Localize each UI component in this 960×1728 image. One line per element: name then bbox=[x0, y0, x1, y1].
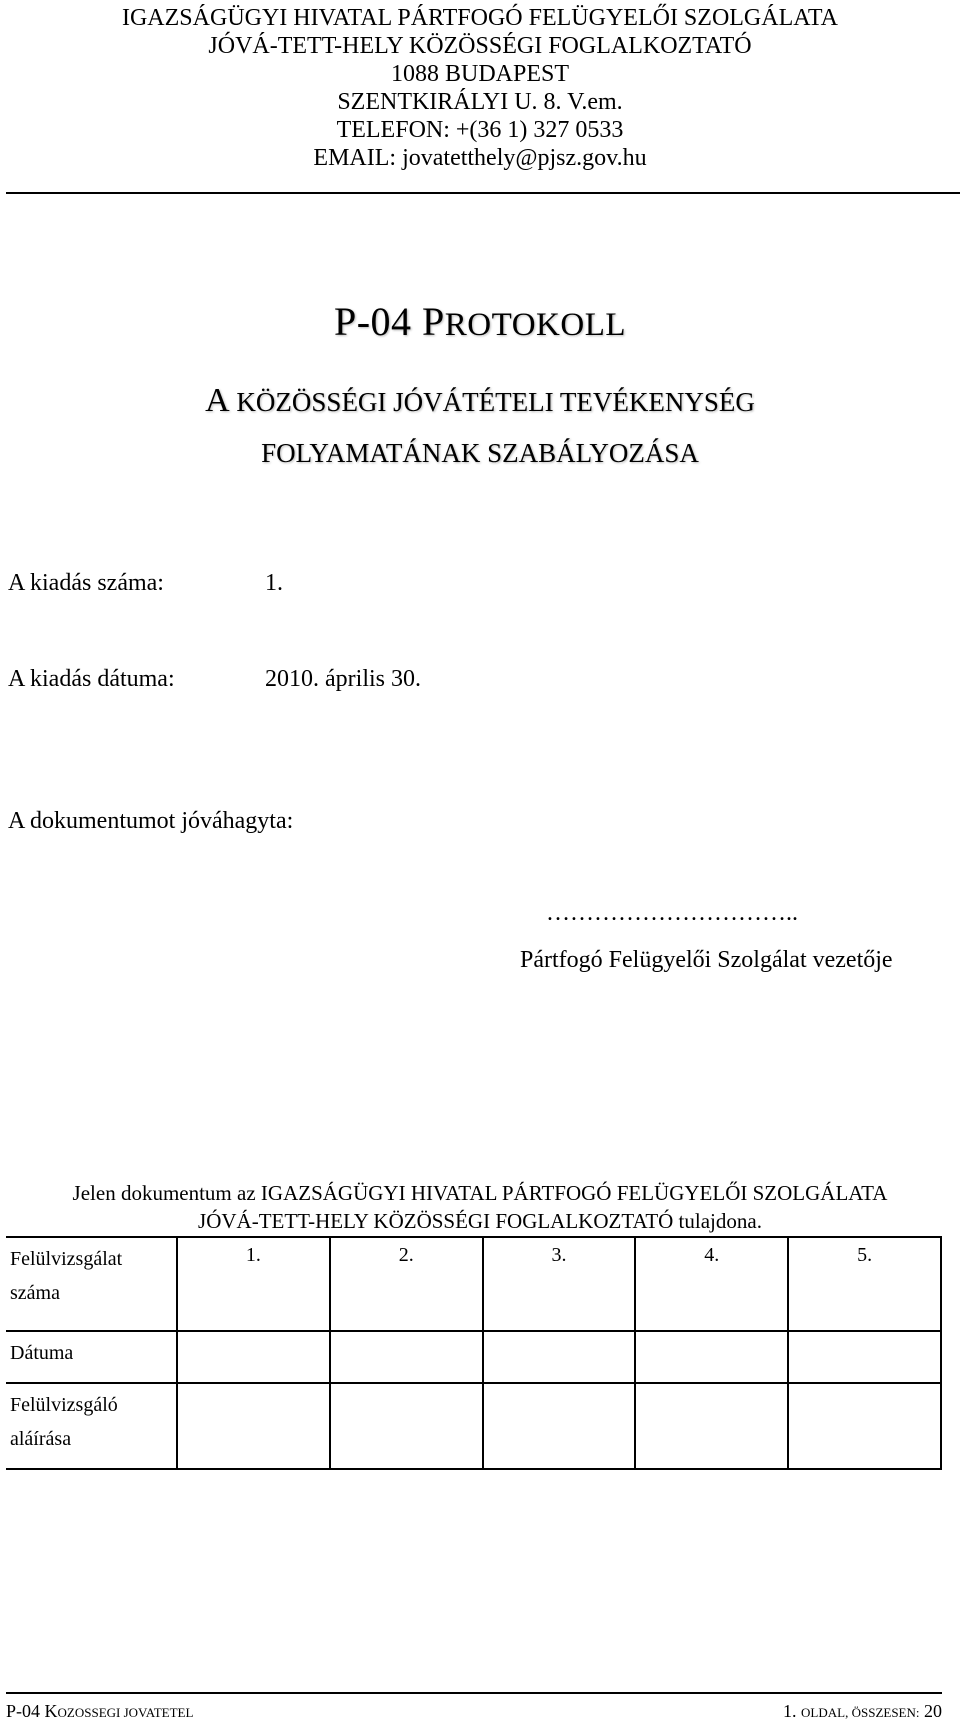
review-number-4: 4. bbox=[635, 1237, 788, 1331]
footer-page-count: 1. OLDAL, ÖSSZESEN: 20 bbox=[783, 1701, 942, 1721]
review-date-row bbox=[6, 1331, 941, 1383]
review-date-cell-3[interactable] bbox=[483, 1331, 636, 1383]
review-signature-label: Felülvizsgáló aláírása bbox=[6, 1383, 177, 1469]
issue-number-value: 1. bbox=[265, 570, 283, 596]
header-facility: JÓVÁ-TETT-HELY KÖZÖSSÉGI FOGLALKOZTATÓ bbox=[208, 33, 752, 59]
review-date-cell-5[interactable] bbox=[788, 1331, 941, 1383]
subtitle-line-1 bbox=[0, 384, 960, 419]
ownership-line-1: Jelen dokumentum az IGAZSÁGÜGYI HIVATAL PÁRTFOGÓ FELÜGYELŐI SZOLGÁLATA bbox=[72, 1181, 888, 1205]
review-signature-cell-3[interactable] bbox=[483, 1383, 636, 1469]
review-signature-cell-1[interactable] bbox=[177, 1383, 330, 1469]
title-word: ROTOKOLL bbox=[444, 307, 627, 343]
header-phone: TELEFON: +(36 1) 327 0533 bbox=[336, 117, 624, 143]
review-number-row bbox=[6, 1237, 941, 1331]
review-number-3: 3. bbox=[483, 1237, 636, 1331]
review-signature-cell-2[interactable] bbox=[330, 1383, 483, 1469]
header-email: EMAIL: jovatetthely@pjsz.gov.hu bbox=[313, 145, 647, 171]
review-date-cell-1[interactable] bbox=[177, 1331, 330, 1383]
header-street: SZENTKIRÁLYI U. 8. V.em. bbox=[337, 89, 623, 115]
footer-doc-id: P-04 KOZOSSEGI JOVATETEL bbox=[6, 1701, 194, 1721]
review-number-2: 2. bbox=[330, 1237, 483, 1331]
ownership-line-2: JÓVÁ-TETT-HELY KÖZÖSSÉGI FOGLALKOZTATÓ tulajdona. bbox=[198, 1209, 762, 1233]
subtitle-rest: KÖZÖSSÉGI JÓVÁTÉTELI TEVÉKENYSÉG bbox=[229, 387, 755, 417]
subtitle-line-2: FOLYAMATÁNAK SZABÁLYOZÁSA bbox=[261, 438, 699, 468]
review-number-1: 1. bbox=[177, 1237, 330, 1331]
issue-date-value: 2010. április 30. bbox=[265, 666, 421, 692]
title-code: P-04 P bbox=[333, 299, 445, 344]
review-number-5: 5. bbox=[788, 1237, 941, 1331]
review-date-cell-4[interactable] bbox=[635, 1331, 788, 1383]
subtitle-first-letter: A bbox=[205, 382, 230, 419]
review-number-label: Felülvizsgálat száma bbox=[6, 1237, 177, 1331]
header-city: 1088 BUDAPEST bbox=[390, 61, 570, 87]
review-table bbox=[6, 1236, 942, 1470]
review-date-cell-2[interactable] bbox=[330, 1331, 483, 1383]
review-date-label: Dátuma bbox=[6, 1331, 177, 1383]
issue-number-label: A kiadás száma: bbox=[8, 570, 164, 596]
review-signature-cell-5[interactable] bbox=[788, 1383, 941, 1469]
header-institution: IGAZSÁGÜGYI HIVATAL PÁRTFOGÓ FELÜGYELŐI SZOLGÁLATA bbox=[121, 5, 838, 31]
review-signature-cell-4[interactable] bbox=[635, 1383, 788, 1469]
issue-date-label: A kiadás dátuma: bbox=[8, 666, 175, 692]
signature-title: Pártfogó Felügyelői Szolgálat vezetője bbox=[520, 947, 893, 973]
header-divider bbox=[6, 192, 960, 194]
review-signature-row bbox=[6, 1383, 941, 1469]
signature-line: ………………………….. bbox=[546, 900, 798, 926]
document-title bbox=[0, 298, 960, 349]
approved-by-label: A dokumentumot jóváhagyta: bbox=[8, 808, 294, 834]
footer-divider bbox=[6, 1692, 942, 1694]
